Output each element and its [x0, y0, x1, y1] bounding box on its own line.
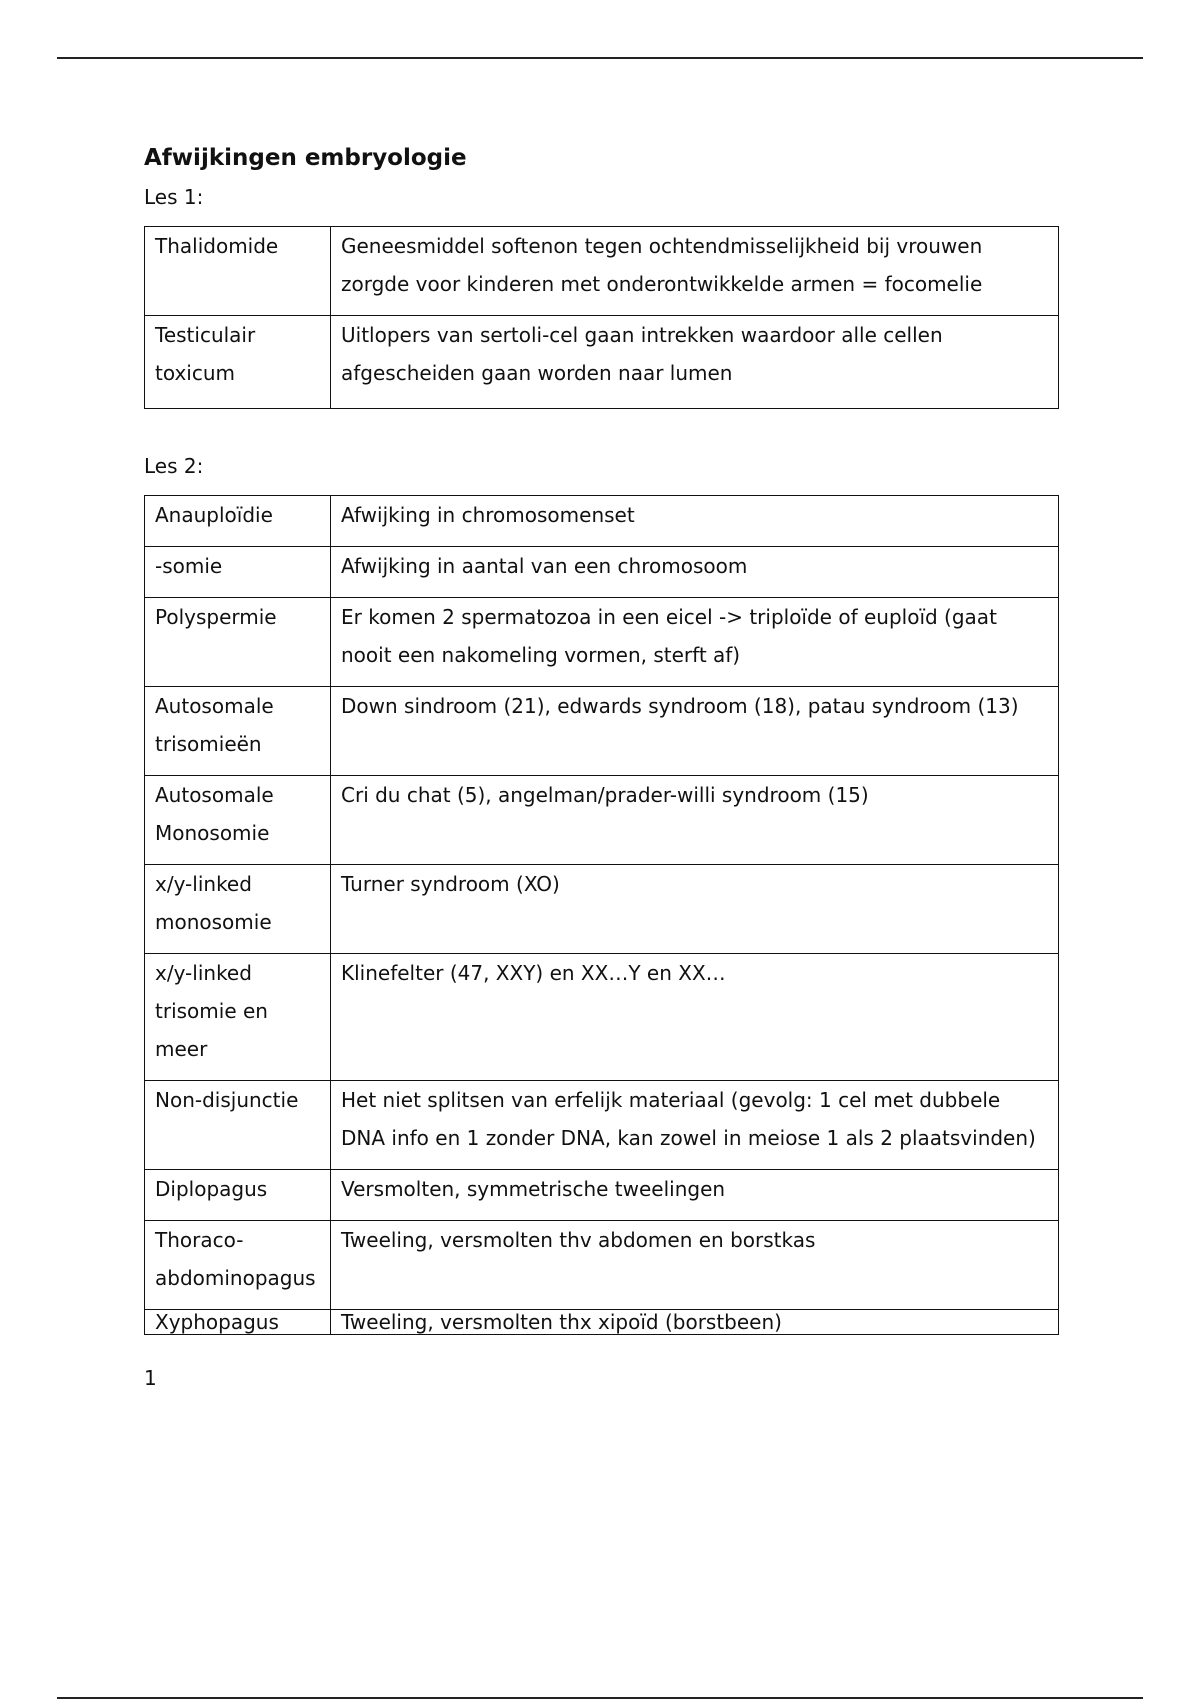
document-body — [144, 138, 1059, 1393]
term-cell: Polyspermie — [145, 598, 331, 687]
term-cell: -somie — [145, 547, 331, 598]
term-cell: Xyphopagus — [145, 1310, 331, 1335]
definition-cell: Cri du chat (5), angelman/prader-willi syndroom (15) — [331, 776, 1059, 865]
table-row — [145, 598, 1059, 687]
term-cell: Testiculair toxicum — [145, 316, 331, 409]
section-label-les2: Les 2: — [144, 454, 204, 478]
term-cell: Anauploïdie — [145, 496, 331, 547]
table-row — [145, 865, 1059, 954]
definition-cell: Uitlopers van sertoli-cel gaan intrekken waardoor alle cellen afgescheiden gaan worden naar lumen — [331, 316, 1059, 409]
table-row — [145, 496, 1059, 547]
table-row — [145, 687, 1059, 776]
term-cell: x/y-linked monosomie — [145, 865, 331, 954]
term-cell: Non-disjunctie — [145, 1081, 331, 1170]
page-number: 1 — [144, 1366, 157, 1390]
table-row — [145, 1221, 1059, 1310]
table-row — [145, 954, 1059, 1081]
header-rule — [57, 57, 1143, 59]
definition-cell: Down sindroom (21), edwards syndroom (18), patau syndroom (13) — [331, 687, 1059, 776]
term-cell: Thalidomide — [145, 227, 331, 316]
definition-cell: Tweeling, versmolten thx xipoïd (borstbeen) — [331, 1310, 1059, 1335]
definition-cell: Turner syndroom (XO) — [331, 865, 1059, 954]
term-cell: Autosomale Monosomie — [145, 776, 331, 865]
table-row — [145, 1310, 1059, 1335]
definition-cell: Geneesmiddel softenon tegen ochtendmisselijkheid bij vrouwen zorgde voor kinderen met onderontwikkelde armen = focomelie — [331, 227, 1059, 316]
footer-rule — [57, 1697, 1143, 1699]
table-row — [145, 316, 1059, 409]
table-row — [145, 227, 1059, 316]
definition-table-les2 — [144, 495, 1059, 1335]
definition-cell: Het niet splitsen van erfelijk materiaal (gevolg: 1 cel met dubbele DNA info en 1 zonder DNA, kan zowel in meiose 1 als 2 plaatsvinden) — [331, 1081, 1059, 1170]
definition-cell: Tweeling, versmolten thv abdomen en borstkas — [331, 1221, 1059, 1310]
definition-cell: Er komen 2 spermatozoa in een eicel -> triploïde of euploïd (gaat nooit een nakomeling vormen, sterft af) — [331, 598, 1059, 687]
term-cell: x/y-linked trisomie en meer — [145, 954, 331, 1081]
table-row — [145, 1170, 1059, 1221]
page-title: Afwijkingen embryologie — [144, 145, 467, 171]
table-row — [145, 776, 1059, 865]
table-row — [145, 1081, 1059, 1170]
definition-table-les1 — [144, 226, 1059, 409]
term-cell: Diplopagus — [145, 1170, 331, 1221]
section-label-les1: Les 1: — [144, 185, 204, 209]
definition-cell: Versmolten, symmetrische tweelingen — [331, 1170, 1059, 1221]
definition-cell: Afwijking in chromosomenset — [331, 496, 1059, 547]
definition-cell: Klinefelter (47, XXY) en XX…Y en XX… — [331, 954, 1059, 1081]
definition-cell: Afwijking in aantal van een chromosoom — [331, 547, 1059, 598]
table-row — [145, 547, 1059, 598]
term-cell: Thoraco-abdominopagus — [145, 1221, 331, 1310]
term-cell: Autosomale trisomieën — [145, 687, 331, 776]
